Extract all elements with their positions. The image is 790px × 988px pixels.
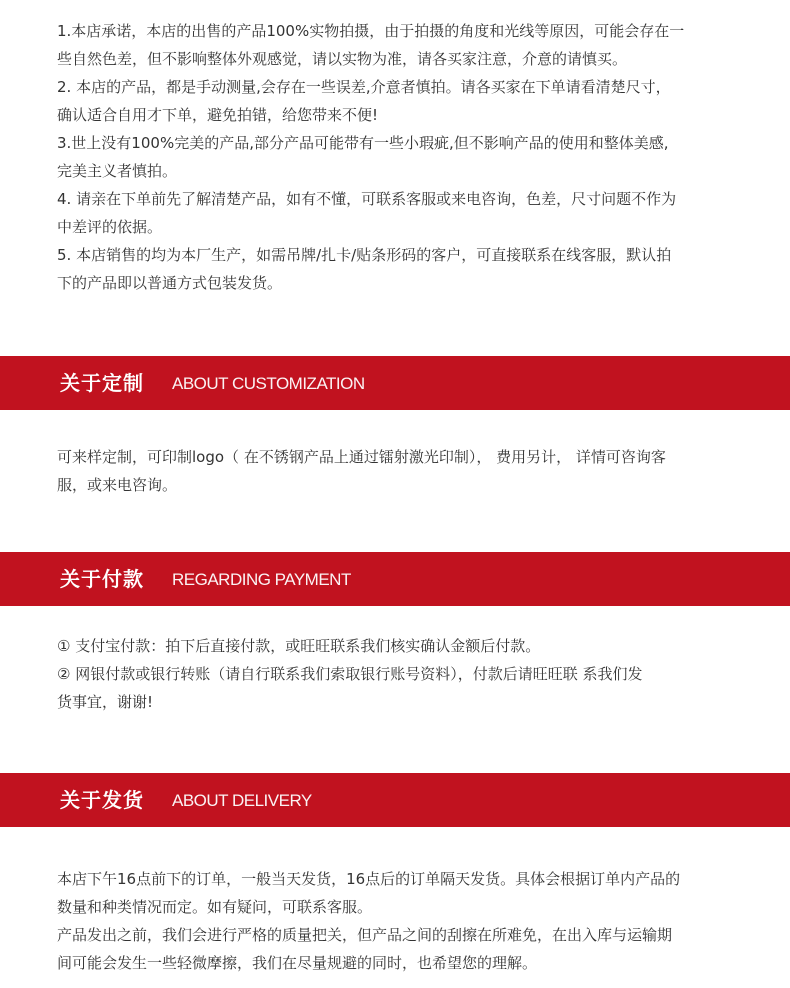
- customization-line: 服，或来电咨询。: [57, 476, 178, 494]
- payment-title-cn: 关于付款: [60, 567, 144, 591]
- customization-header: [0, 356, 790, 410]
- payment-line: 货事宜，谢谢!: [57, 693, 154, 711]
- customization-line: 可来样定制，可印制logo（ 在不锈钢产品上通过镭射激光印制）， 费用另计， 详情可咨询客: [57, 448, 666, 466]
- note-line: 4. 请亲在下单前先了解清楚产品，如有不懂，可联系客服或来电咨询，色差，尺寸问题不作为: [57, 190, 677, 208]
- delivery-line: 产品发出之前，我们会进行严格的质量把关，但产品之间的刮擦在所难免，在出入库与运输期: [57, 926, 673, 944]
- note-line: 确认适合自用才下单，避免拍错，给您带来不便!: [57, 106, 379, 124]
- delivery-line: 间可能会发生一些轻微摩擦，我们在尽量规避的同时，也希望您的理解。: [57, 954, 538, 972]
- delivery-line: 本店下午16点前下的订单，一般当天发货，16点后的订单隔天发货。具体会根据订单内产品的: [57, 870, 681, 888]
- payment-line: ① 支付宝付款：拍下后直接付款，或旺旺联系我们核实确认金额后付款。: [57, 637, 541, 655]
- note-line: 2. 本店的产品，都是手动测量,会存在一些误差,介意者慎拍。请各买家在下单请看清楚尺寸，: [57, 78, 671, 96]
- delivery-text: [57, 865, 747, 977]
- payment-line: ② 网银付款或银行转账（请自行联系我们索取银行账号资料），付款后请旺旺联 系我们发: [57, 665, 643, 683]
- note-line: 些自然色差，但不影响整体外观感觉，请以实物为准，请各买家注意，介意的请慎买。: [57, 50, 628, 68]
- customization-title-cn: 关于定制: [60, 371, 144, 395]
- delivery-title-cn: 关于发货: [60, 788, 144, 812]
- payment-header: [0, 552, 790, 606]
- note-line: 完美主义者慎拍。: [57, 162, 178, 180]
- note-line: 中差评的依据。: [57, 218, 163, 236]
- note-line: 1.本店承诺，本店的出售的产品100%实物拍摄，由于拍摄的角度和光线等原因，可能会存在一: [57, 22, 685, 40]
- payment-title-en: REGARDING PAYMENT: [172, 570, 351, 589]
- note-line: 5. 本店销售的均为本厂生产，如需吊牌/扎卡/贴条形码的客户，可直接联系在线客服，默认拍: [57, 246, 672, 264]
- delivery-header: [0, 773, 790, 827]
- payment-text: [57, 632, 747, 716]
- customization-title-en: ABOUT CUSTOMIZATION: [172, 374, 365, 393]
- note-line: 下的产品即以普通方式包装发货。: [57, 274, 283, 292]
- delivery-title-en: ABOUT DELIVERY: [172, 791, 312, 810]
- note-line: 3.世上没有100%完美的产品,部分产品可能带有一些小瑕疵,但不影响产品的使用和整体美感,: [57, 134, 669, 152]
- store-notes: [57, 17, 747, 297]
- customization-text: [57, 443, 747, 499]
- delivery-line: 数量和种类情况而定。如有疑问，可联系客服。: [57, 898, 373, 916]
